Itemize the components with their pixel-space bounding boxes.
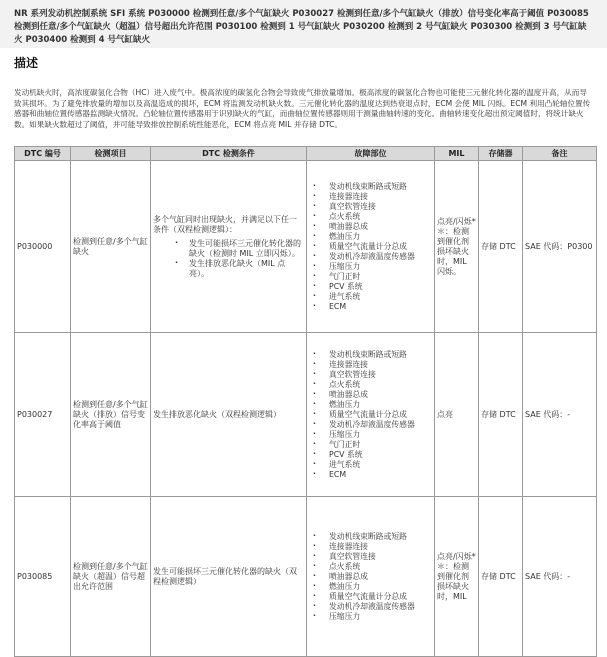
description-paragraph: 发动机缺火时，高浓度碳氢化合物（HC）进入废气中。极高浓度的碳氢化合物会导致废气排放量增加。极高浓度的碳氢化合物也可能使三元催化转化器的温度升高，从而导致其损坏。为了避免排放量的增加以及高温造成的损坏，ECM 将监测发动机缺火数。三元催化转化器的温度达到热衰退点时，ECM 会使 MIL 闪烁。ECM 利用凸轮轴位置传感器和曲轴位置传感器监测缺火情况。凸轮轴位置传感器用于识别缺火的气缸，而曲轴位置传感器则用于测量曲轴转速的变化。曲轴转速变化超出预定阈值时，将统计缺火数。如果缺火数超过了阈值，并可能导致排放控制系统性能恶化，ECM 将点亮 MIL 并存储 DTC。 [14,88,591,129]
list-item: · 喷油器总成 [309,572,432,582]
list-item: · 进气系统 [309,460,432,470]
table-row [15,497,597,657]
list-item: · 燃油压力 [309,400,432,410]
sub-condition-list [153,239,304,279]
list-item: · 质量空气流量计分总成 [309,592,432,602]
table-header-row [15,147,597,161]
list-item: · 点火系统 [309,212,432,222]
list-item: · 发动机冷却液温度传感器 [309,420,432,430]
header-text: NR 系列发动机控制系统 SFI 系统 P030000 检测到任意/多个气缸缺火 P030027 检测到任意/多个气缸缺火（排放）信号变化率高于阈值 P030085 检测到任意/多个气缸缺火（超温）信号超出允许范围 P030100 检测到 1 号气缸缺火 P030200 检测到 2 号气缸缺火 P030300 检测到 3 号气缸缺火 P030400 检测到 4 号气缸缺火 [14,9,589,45]
list-item: · 气门正时 [309,272,432,282]
list-item: · 发动机线束断路或短路 [309,532,432,542]
list-item: · 质量空气流量计分总成 [309,410,432,420]
list-item: · 发动机线束断路或短路 [309,350,432,360]
dtc-code-cell: P030085 [15,497,71,657]
list-item: · 喷油器总成 [309,390,432,400]
condition-text: 多个气缸同时出现缺火，并满足以下任一条件（双程检测逻辑）： [153,214,297,234]
col-header-parts: 故障部位 [307,147,435,161]
condition-cell: 发生排放恶化缺火（双程检测逻辑） [151,333,307,497]
list-item: · 压缩压力 [309,612,432,622]
memory-cell: 存储 DTC [479,333,523,497]
list-item: · 真空软管连接 [309,370,432,380]
list-item: · 气门正时 [309,440,432,450]
list-item: · 燃油压力 [309,582,432,592]
detect-item-cell: 检测到任意/多个气缸缺火（超温）信号超出允许范围 [71,497,151,657]
list-item: · 发动机冷却液温度传感器 [309,252,432,262]
list-item: · 点火系统 [309,380,432,390]
list-item: · 连接器连接 [309,360,432,370]
fault-parts-list [309,350,432,480]
mil-cell: 点亮 [435,333,479,497]
fault-parts-list [309,532,432,622]
note-cell: SAE 代码：- [523,333,597,497]
list-item: · 燃油压力 [309,232,432,242]
list-item: · ECM [309,302,432,312]
mil-cell: 点亮/闪烁*＊：检测到催化剂损坏缺火时，MIL [435,497,479,657]
col-header-item: 检测项目 [71,147,151,161]
detect-item-cell: 检测到任意/多个气缸缺火 [71,161,151,333]
dtc-table [14,146,597,657]
detect-item-cell: 检测到任意/多个气缸缺火（排放）信号变化率高于阈值 [71,333,151,497]
list-item: · 发动机冷却液温度传感器 [309,602,432,612]
col-header-mil: MIL [435,147,479,161]
fault-parts-cell [307,497,435,657]
col-header-memory: 存储器 [479,147,523,161]
list-item: · 喷油器总成 [309,222,432,232]
note-cell: SAE 代码：- [523,497,597,657]
col-header-note: 备注 [523,147,597,161]
list-item: · 真空软管连接 [309,552,432,562]
list-item: · 点火系统 [309,562,432,572]
section-title: 描述 [14,56,39,70]
col-header-dtc-code: DTC 编号 [15,147,71,161]
list-item: · 质量空气流量计分总成 [309,242,432,252]
list-item: · 连接器连接 [309,542,432,552]
list-item: · 发生可能损坏三元催化转化器的缺火（检测时 MIL 立即闪烁）。 [153,239,304,259]
list-item: · 连接器连接 [309,192,432,202]
memory-cell: 存储 DTC [479,497,523,657]
list-item: · 压缩压力 [309,262,432,272]
list-item: · PCV 系统 [309,450,432,460]
list-item: · 发动机线束断路或短路 [309,182,432,192]
list-item: · 真空软管连接 [309,202,432,212]
table-row [15,161,597,333]
condition-cell [151,161,307,333]
table-row [15,333,597,497]
col-header-condition: DTC 检测条件 [151,147,307,161]
dtc-code-cell: P030000 [15,161,71,333]
note-cell: SAE 代码：P0300 [523,161,597,333]
fault-parts-cell [307,161,435,333]
condition-cell: 发生可能损坏三元催化转化器的缺火（双程检测逻辑） [151,497,307,657]
page-header [0,0,607,48]
list-item: · PCV 系统 [309,282,432,292]
fault-parts-cell [307,333,435,497]
fault-parts-list [309,182,432,312]
dtc-code-cell: P030027 [15,333,71,497]
list-item: · 进气系统 [309,292,432,302]
memory-cell: 存储 DTC [479,161,523,333]
mil-cell: 点亮/闪烁*＊：检测到催化剂损坏缺火时，MIL 闪烁。 [435,161,479,333]
list-item: · 发生排放恶化缺火（MIL 点亮）。 [153,259,304,279]
list-item: · 压缩压力 [309,430,432,440]
list-item: · ECM [309,470,432,480]
